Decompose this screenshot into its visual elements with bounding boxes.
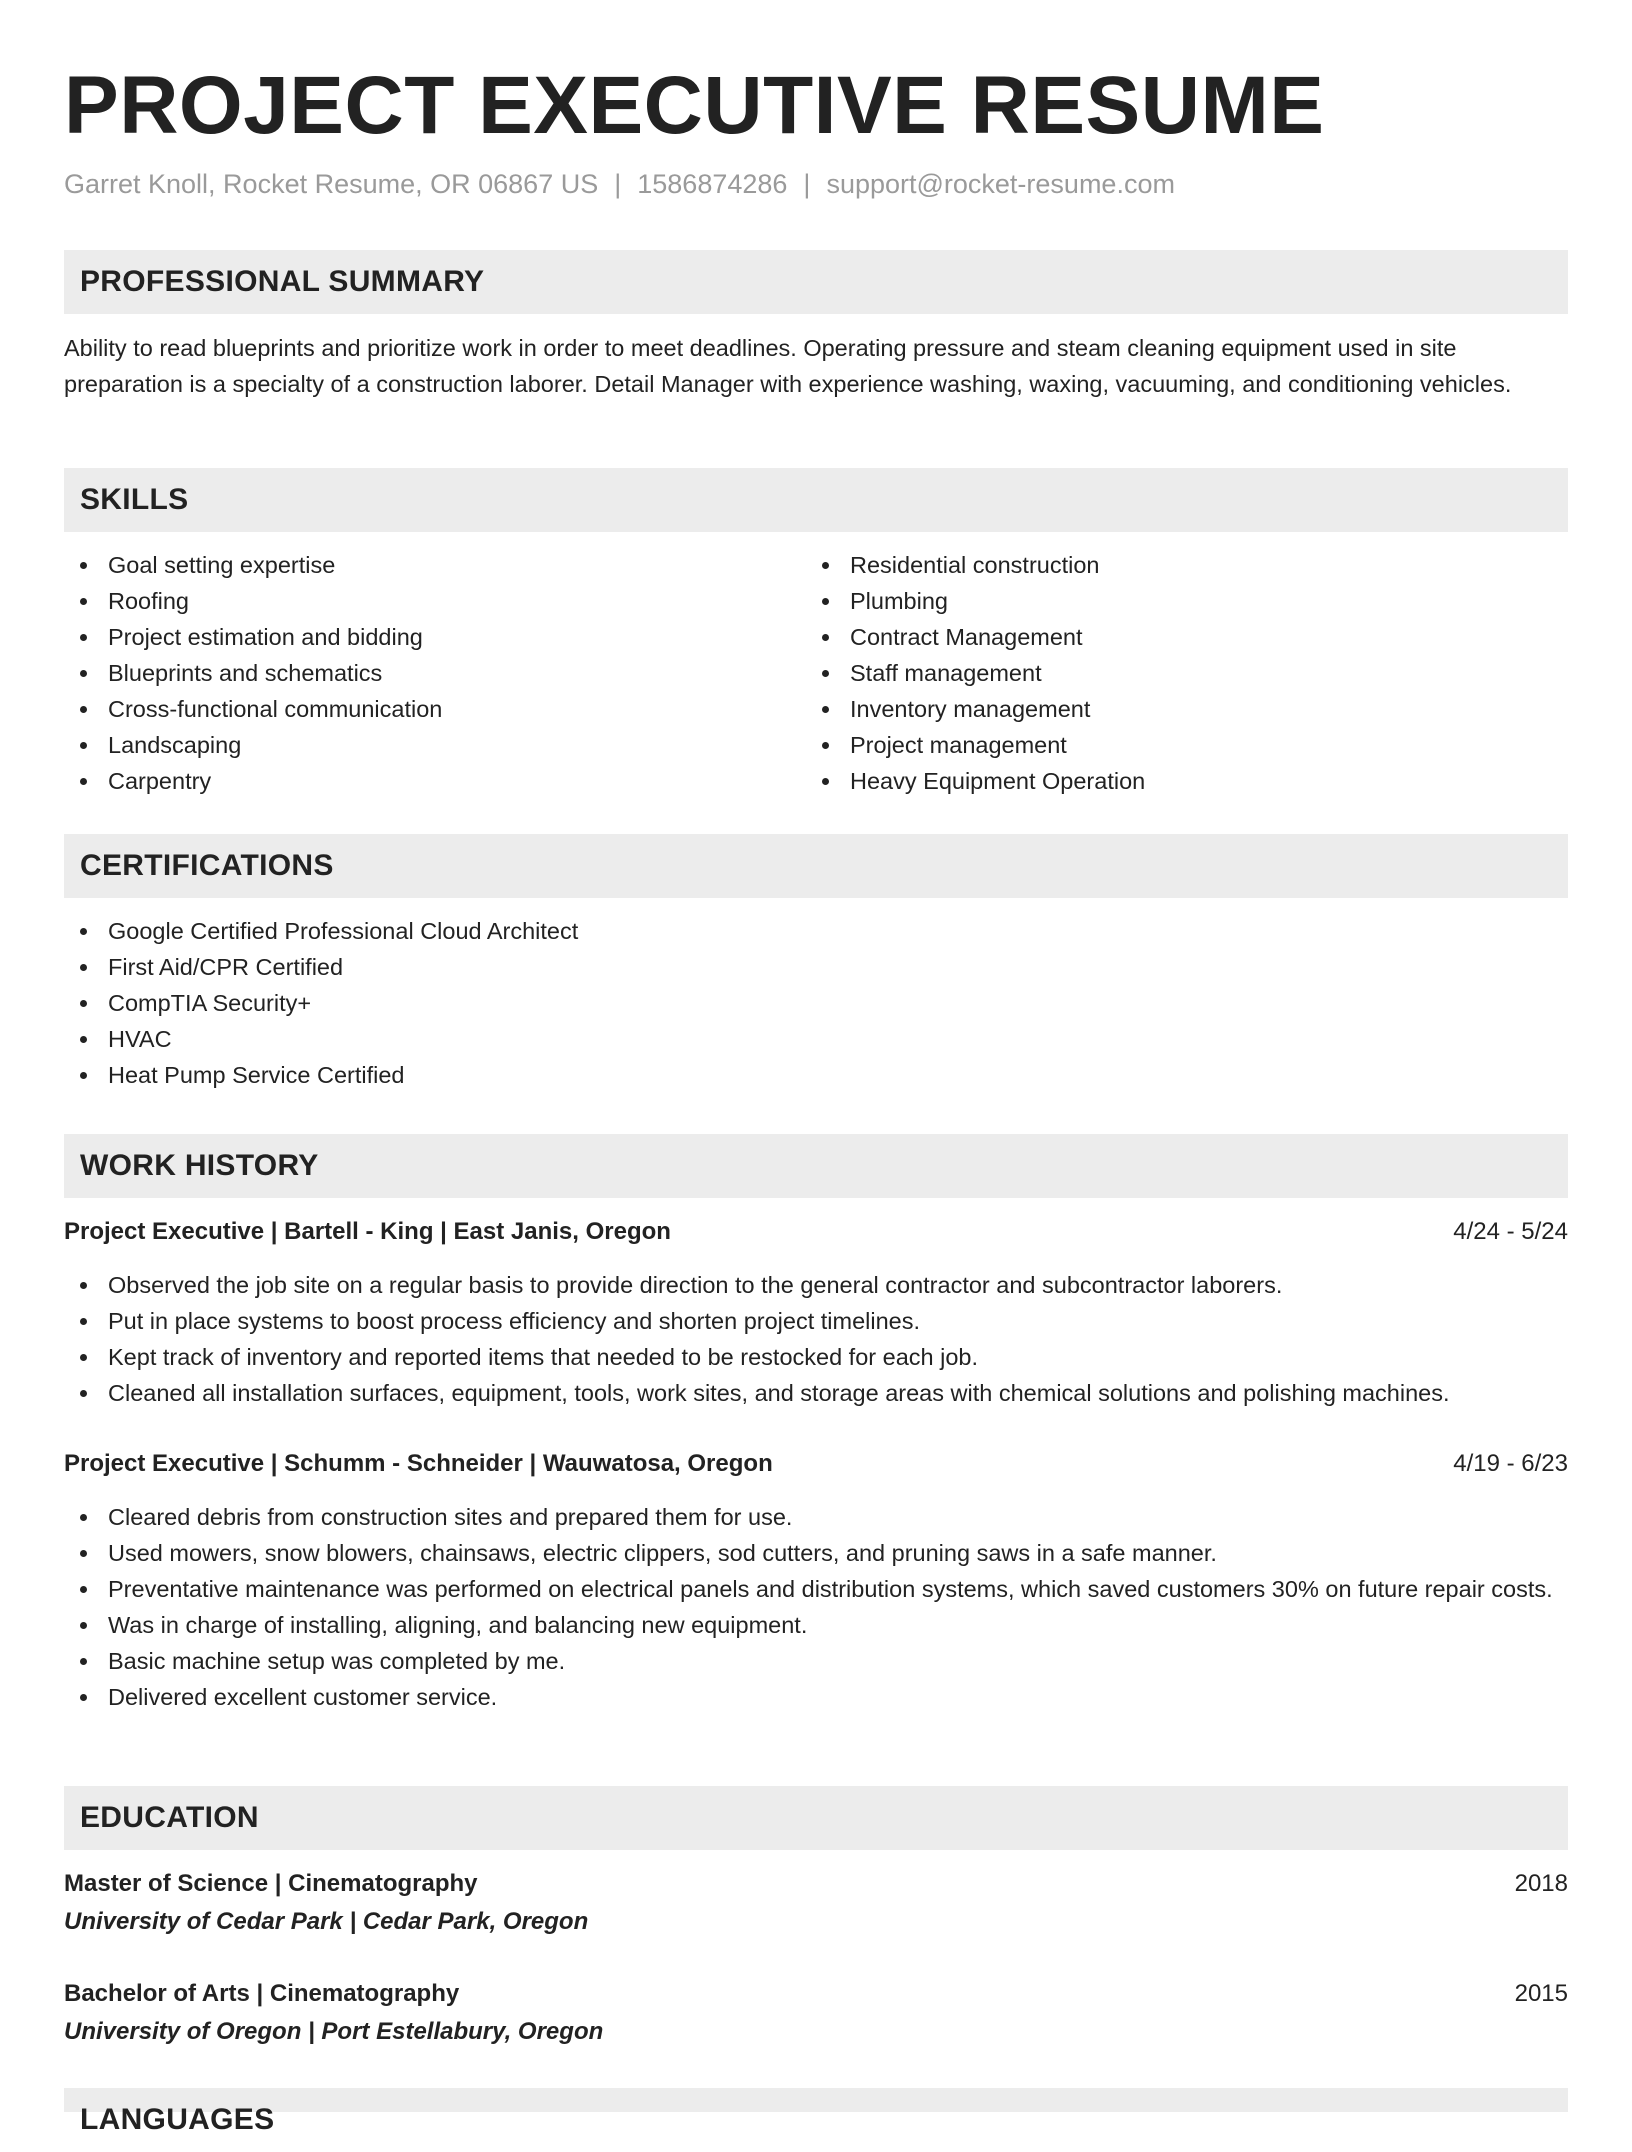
resume-title: PROJECT EXECUTIVE RESUME	[64, 60, 1325, 151]
section-header-education	[64, 1786, 1568, 1850]
list-item: Was in charge of installing, aligning, and balancing new equipment.	[64, 1607, 1568, 1643]
education-degree: Master of Science | Cinematography	[64, 1870, 478, 1897]
section-header-summary	[64, 250, 1568, 314]
list-item: Residential construction	[806, 547, 1568, 583]
list-item: Cleaned all installation surfaces, equipment, tools, work sites, and storage areas with chemical solutions and polishing machines.	[64, 1375, 1568, 1411]
job-title: Project Executive | Bartell - King | East Janis, Oregon	[64, 1218, 671, 1245]
contact-email: support@rocket-resume.com	[826, 169, 1175, 199]
contact-line	[64, 166, 1175, 202]
education-degree: Bachelor of Arts | Cinematography	[64, 1980, 460, 2007]
list-item: Heavy Equipment Operation	[806, 763, 1568, 799]
list-item: Blueprints and schematics	[64, 655, 784, 691]
list-item: Used mowers, snow blowers, chainsaws, electric clippers, sod cutters, and pruning saws in a safe manner.	[64, 1535, 1568, 1571]
list-item: Project estimation and bidding	[64, 619, 784, 655]
certifications-list	[64, 913, 1568, 1093]
list-item: Heat Pump Service Certified	[64, 1057, 1568, 1093]
job-header	[64, 1214, 1568, 1250]
section-title: WORK HISTORY	[80, 1149, 319, 1182]
list-item: Kept track of inventory and reported items that needed to be restocked for each job.	[64, 1339, 1568, 1375]
list-item: Google Certified Professional Cloud Architect	[64, 913, 1568, 949]
list-item: Preventative maintenance was performed on electrical panels and distribution systems, which saved customers 30% on future repair costs.	[64, 1571, 1568, 1607]
education-school: University of Cedar Park | Cedar Park, Oregon	[64, 1908, 589, 1935]
job-title: Project Executive | Schumm - Schneider | Wauwatosa, Oregon	[64, 1450, 773, 1477]
list-item: Contract Management	[806, 619, 1568, 655]
section-title: PROFESSIONAL SUMMARY	[80, 265, 485, 298]
education-year: 2015	[1514, 1980, 1568, 2007]
skills-list-right	[806, 547, 1568, 799]
section-title: SKILLS	[80, 483, 189, 516]
summary-text: Ability to read blueprints and prioritize work in order to meet deadlines. Operating pressure and steam cleaning equipment used in site preparation is a specialty of a construction laborer. Detail Manager with experience washing, waxing, vacuuming, and conditioning vehicles.	[64, 335, 1512, 397]
section-header-certifications	[64, 834, 1568, 898]
section-header-languages	[64, 2088, 1568, 2136]
education-year: 2018	[1514, 1870, 1568, 1897]
list-item: Basic machine setup was completed by me.	[64, 1643, 1568, 1679]
job-dates: 4/24 - 5/24	[1453, 1218, 1568, 1245]
list-item: Cleared debris from construction sites and prepared them for use.	[64, 1499, 1568, 1535]
list-item: Goal setting expertise	[64, 547, 784, 583]
education-school: University of Oregon | Port Estellabury, Oregon	[64, 2018, 604, 2045]
list-item: Roofing	[64, 583, 784, 619]
list-item: Cross-functional communication	[64, 691, 784, 727]
list-item: Put in place systems to boost process efficiency and shorten project timelines.	[64, 1303, 1568, 1339]
contact-address: Garret Knoll, Rocket Resume, OR 06867 US	[64, 169, 599, 199]
list-item: Landscaping	[64, 727, 784, 763]
section-header-skills	[64, 468, 1568, 532]
list-item: Carpentry	[64, 763, 784, 799]
job-bullets	[64, 1267, 1568, 1411]
list-item: CompTIA Security+	[64, 985, 1568, 1021]
list-item: Inventory management	[806, 691, 1568, 727]
job-header	[64, 1446, 1568, 1482]
list-item: First Aid/CPR Certified	[64, 949, 1568, 985]
list-item: HVAC	[64, 1021, 1568, 1057]
list-item: Plumbing	[806, 583, 1568, 619]
skills-list-left	[64, 547, 784, 799]
list-item: Observed the job site on a regular basis to provide direction to the general contractor and subcontractor laborers.	[64, 1267, 1568, 1303]
list-item: Project management	[806, 727, 1568, 763]
section-title: LANGUAGES	[80, 2103, 275, 2136]
contact-separator: |	[614, 169, 622, 199]
job-dates: 4/19 - 6/23	[1453, 1450, 1568, 1477]
section-header-work-history	[64, 1134, 1568, 1198]
list-item: Staff management	[806, 655, 1568, 691]
section-title: EDUCATION	[80, 1801, 259, 1834]
education-header	[64, 1976, 1568, 2012]
list-item: Delivered excellent customer service.	[64, 1679, 1568, 1715]
section-title: CERTIFICATIONS	[80, 849, 334, 882]
job-bullets	[64, 1499, 1568, 1715]
contact-phone: 1586874286	[637, 169, 788, 199]
contact-separator: |	[803, 169, 811, 199]
education-header	[64, 1866, 1568, 1902]
